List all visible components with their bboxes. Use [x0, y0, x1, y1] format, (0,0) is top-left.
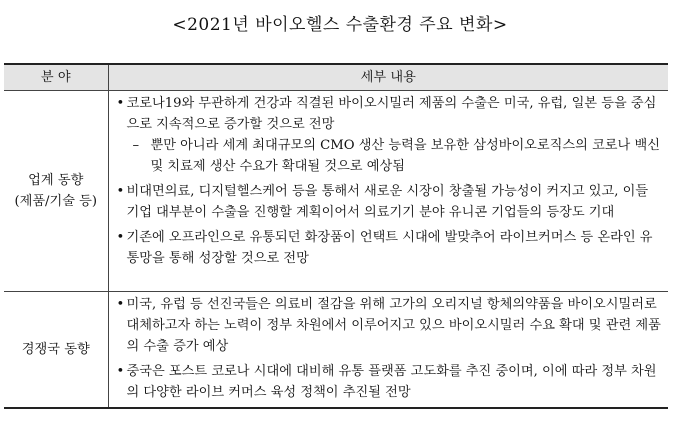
- table-row-competitor-trends: [4, 292, 668, 409]
- list-item: [117, 181, 663, 223]
- list-item: [117, 294, 663, 357]
- bullet-list: [109, 91, 669, 269]
- bullet-text: 비대면의료, 디지털헬스케어 등을 통해서 새로운 시장이 창출될 가능성이 커지고 있고, 이들 기업 대부분이 수출을 진행할 계획이어서 의료기기 분야 유니콘 기업들의 등장도 기대: [126, 184, 649, 220]
- table-row-industry-trends: [4, 91, 668, 292]
- bullet-list: [109, 292, 669, 403]
- bullet-mark: •: [116, 230, 125, 245]
- bullet-text: 코로나19와 무관하게 건강과 직결된 바이오시밀러 제품의 수출은 미국, 유럽, 일본 등을 중심으로 지속적으로 증가할 것으로 전망: [126, 96, 657, 132]
- bullet-text: 중국은 포스트 코로나 시대에 대비해 유통 플랫폼 고도화를 추진 중이며, 이에 따라 정부 차원의 다양한 라이브 커머스 육성 정책이 추진될 전망: [126, 364, 657, 400]
- header-details: 세부 내용: [108, 64, 668, 91]
- category-cell: [4, 91, 108, 292]
- bullet-mark: •: [116, 184, 125, 199]
- table-header-row: [4, 64, 668, 91]
- export-environment-table: [4, 63, 668, 409]
- list-item: [117, 361, 663, 403]
- details-cell: [108, 91, 668, 292]
- list-item: [117, 93, 663, 177]
- list-item: [117, 227, 663, 269]
- sub-item-text: 뿐만 아니라 세계 최대규모의 CMO 생산 능력을 보유한 삼성바이오로직스의 코로나 백신 및 치료제 생산 수요가 확대될 것으로 예상됨: [150, 138, 660, 174]
- category-cell: [4, 292, 108, 409]
- bullet-text: 기존에 오프라인으로 유통되던 화장품이 언택트 시대에 발맞추어 라이브커머스 등 온라인 유통망을 통해 성장할 것으로 전망: [126, 230, 653, 266]
- header-category: 분 야: [4, 64, 108, 91]
- document-title: <2021년 바이오헬스 수출환경 주요 변화>: [172, 15, 508, 35]
- bullet-text: 미국, 유럽 등 선진국들은 의료비 절감을 위해 고가의 오리지널 항체의약품을 바이오시밀러로 대체하고자 하는 노력이 정부 차원에서 이루어지고 있으 바이오시밀러 수요 확대 및 관련 제품의 수출 증가 예상: [126, 297, 661, 354]
- sub-item: [127, 135, 663, 177]
- bullet-mark: •: [116, 364, 125, 379]
- category-sublabel: (제품/기술 등): [14, 194, 98, 209]
- category-label: 경쟁국 동향: [21, 342, 90, 357]
- category-label: 업계 동향: [28, 173, 84, 188]
- bullet-mark: •: [116, 96, 125, 111]
- bullet-mark: •: [116, 297, 125, 312]
- dash-mark: –: [132, 138, 140, 153]
- details-cell: [108, 292, 668, 409]
